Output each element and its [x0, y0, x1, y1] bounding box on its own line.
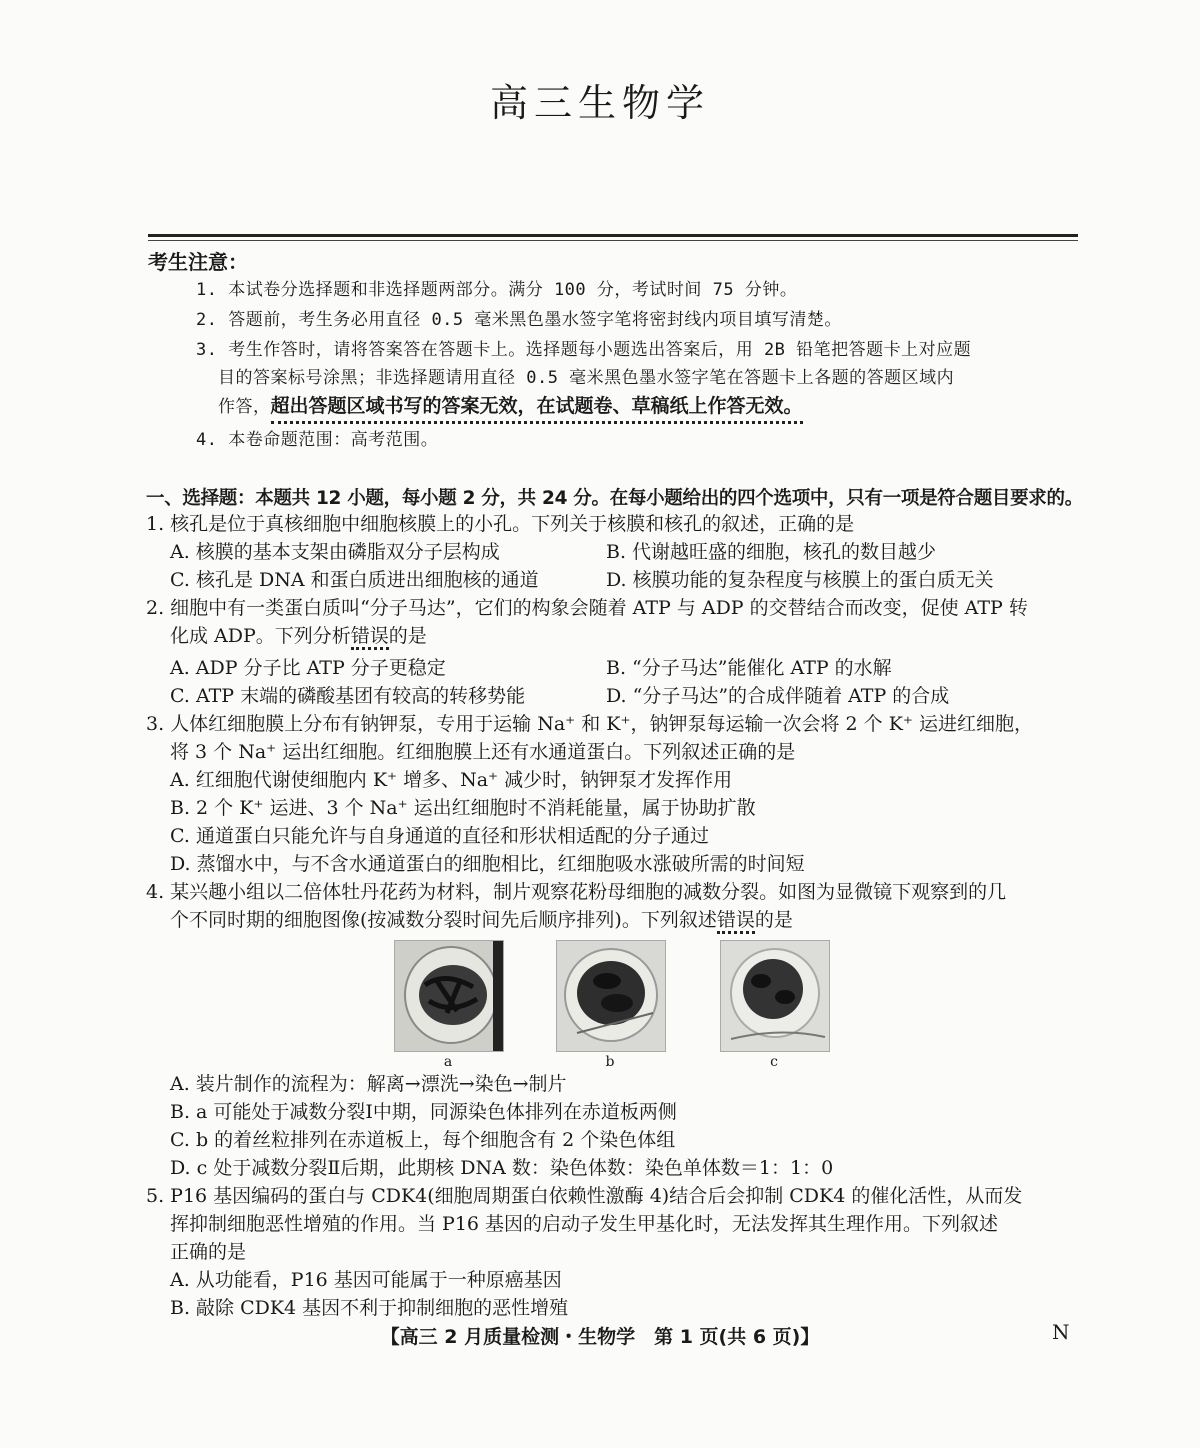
q3-option-b: B. 2 个 K⁺ 运进、3 个 Na⁺ 运出红细胞时不消耗能量，属于协助扩散: [170, 797, 756, 819]
q4-emphasis: 错误: [717, 909, 755, 934]
micrograph-figure: [390, 940, 830, 1070]
micrograph-c: [720, 940, 830, 1052]
q5-option-a: A. 从功能看，P16 基因可能属于一种原癌基因: [170, 1269, 562, 1291]
q4-stem-line2: [170, 906, 1076, 934]
notice-heading: 考生注意：: [148, 250, 248, 274]
q3-stem-line1: 3. 人体红细胞膜上分布有钠钾泵，专用于运输 Na⁺ 和 K⁺，钠钾泵每运输一次会将 2 个 K⁺ 运进红细胞，: [146, 713, 1033, 735]
q1-stem: 1. 核孔是位于真核细胞中细胞核膜上的小孔。下列关于核膜和核孔的叙述，正确的是: [146, 513, 855, 535]
q5-stem-line3: 正确的是: [170, 1241, 247, 1263]
q3-option-a: A. 红细胞代谢使细胞内 K⁺ 增多、Na⁺ 减少时，钠钾泵才发挥作用: [170, 769, 733, 791]
notice-item-3: 3. 考生作答时，请将答案答在答题卡上。选择题每小题选出答案后，用 2B 铅笔把答题卡上对应题: [196, 340, 972, 360]
q5-stem-line2: 挥抑制细胞恶性增殖的作用。当 P16 基因的启动子发生甲基化时，无法发挥其生理作用。下列叙述: [170, 1213, 999, 1235]
q2-stem-end: 的是: [388, 625, 427, 647]
q1-option-c: C. 核孔是 DNA 和蛋白质进出细胞核的通道: [170, 569, 539, 591]
q2-option-a: A. ADP 分子比 ATP 分子更稳定: [170, 657, 446, 679]
notice-item-3-end: [218, 392, 1080, 421]
page-title: 高三生物学: [489, 81, 710, 125]
q2-option-b: B. “分子马达”能催化 ATP 的水解: [606, 657, 892, 679]
page-version-flag: N: [1052, 1320, 1070, 1344]
section-heading: 一、选择题：本题共 12 小题，每小题 2 分，共 24 分。在每小题给出的四个选项中，只有一项是符合题目要求的。: [146, 488, 1083, 509]
micrograph-label-a: a: [443, 1054, 453, 1070]
q1-option-d: D. 核膜功能的复杂程度与核膜上的蛋白质无关: [606, 569, 994, 591]
q4-stem-end: 的是: [754, 909, 793, 931]
q4-option-c: C. b 的着丝粒排列在赤道板上，每个细胞含有 2 个染色体组: [170, 1129, 676, 1151]
q2-option-d: D. “分子马达”的合成伴随着 ATP 的合成: [606, 685, 950, 707]
q1-option-a: A. 核膜的基本支架由磷脂双分子层构成: [170, 541, 500, 563]
q3-stem-line2: 将 3 个 Na⁺ 运出红细胞。红细胞膜上还有水通道蛋白。下列叙述正确的是: [170, 741, 796, 763]
q4-option-a: A. 装片制作的流程为：解离→漂洗→染色→制片: [170, 1073, 567, 1095]
q2-emphasis: 错误: [351, 625, 389, 650]
micrograph-b: [556, 940, 666, 1052]
header-rule-thick: [148, 234, 1078, 237]
q5-stem-line1: 5. P16 基因编码的蛋白与 CDK4(细胞周期蛋白依赖性激酶 4)结合后会抑制 CDK4 的催化活性，从而发: [146, 1185, 1023, 1207]
q3-option-c: C. 通道蛋白只能允许与自身通道的直径和形状相适配的分子通过: [170, 825, 709, 847]
q2-stem-text: 化成 ADP。下列分析: [170, 625, 351, 647]
notice-item-3-cont: 目的答案标号涂黑；非选择题请用直径 0.5 毫米黑色墨水签字笔在答题卡上各题的答题区域内: [218, 368, 955, 388]
header-rule-thin: [148, 240, 1078, 241]
micrograph-label-c: c: [770, 1054, 778, 1070]
micrograph-label-b: b: [605, 1054, 615, 1070]
q4-stem-text: 个不同时期的细胞图像(按减数分裂时间先后顺序排列)。下列叙述: [170, 909, 717, 931]
micrograph-a: [394, 940, 504, 1052]
q5-option-b: B. 敲除 CDK4 基因不利于抑制细胞的恶性增殖: [170, 1297, 569, 1319]
q1-option-b: B. 代谢越旺盛的细胞，核孔的数目越少: [606, 541, 937, 563]
q4-option-d: D. c 处于减数分裂Ⅱ后期，此期核 DNA 数：染色体数：染色单体数＝1：1：0: [170, 1157, 834, 1179]
notice-item-2: 2. 答题前，考生务必用直径 0.5 毫米黑色墨水签字笔将密封线内项目填写清楚。: [196, 310, 842, 330]
q4-option-b: B. a 可能处于减数分裂Ⅰ中期，同源染色体排列在赤道板两侧: [170, 1101, 677, 1123]
q3-option-d: D. 蒸馏水中，与不含水通道蛋白的细胞相比，红细胞吸水涨破所需的时间短: [170, 853, 805, 875]
q2-stem-line1: 2. 细胞中有一类蛋白质叫“分子马达”，它们的构象会随着 ATP 与 ADP 的交替结合而改变，促使 ATP 转: [146, 597, 1028, 619]
notice-item-1: 1. 本试卷分选择题和非选择题两部分。满分 100 分，考试时间 75 分钟。: [196, 280, 798, 300]
notice-item-4: 4. 本卷命题范围：高考范围。: [196, 430, 439, 450]
q4-stem-line1: 4. 某兴趣小组以二倍体牡丹花药为材料，制片观察花粉母细胞的减数分裂。如图为显微镜下观察到的几: [146, 881, 1007, 903]
page-footer: 【高三 2 月质量检测・生物学 第 1 页(共 6 页)】: [380, 1326, 820, 1348]
q2-option-c: C. ATP 末端的磷酸基团有较高的转移势能: [170, 685, 526, 707]
q2-stem-line2: [170, 622, 1076, 650]
notice-item-3-prefix: 作答，: [218, 397, 271, 417]
notice-warning: 超出答题区域书写的答案无效，在试题卷、草稿纸上作答无效。: [271, 395, 803, 424]
